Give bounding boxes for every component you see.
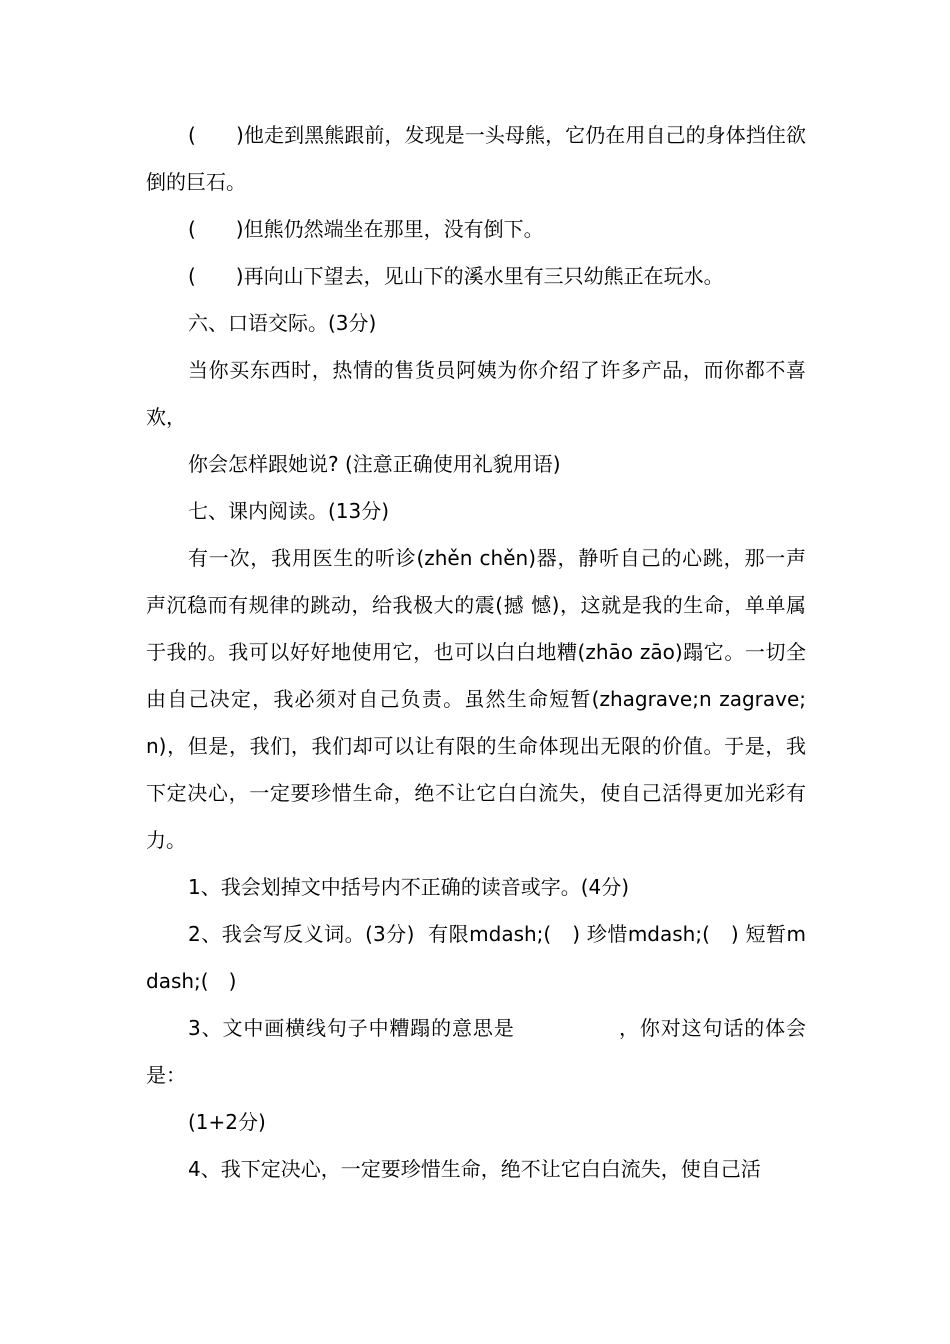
heading-text: 七、课内阅读。(13分) <box>188 499 390 523</box>
paragraph-order-2 <box>146 206 806 253</box>
question-3-score <box>146 1099 806 1146</box>
question-3 <box>146 1005 806 1099</box>
section-heading-oral <box>146 300 806 347</box>
paragraph-text: 有一次，我用医生的听诊(zhěn chěn)器，静听自己的心跳，那一声声沉稳而有规律的跳动，给我极大的震(撼 憾)，这就是我的生命，单单属于我的。我可以好好地使用它，也可以白白地糟(zhāo zāo)蹋它。一切全由自己决定，我必须对自己负责。虽然生命短暂(zhagrave;n zagrave;n)，但是，我们，我们却可以让有限的生命体现出无限的价值。于是，我下定决心，一定要珍惜生命，绝不让它白白流失，使自己活得更加光彩有力。 <box>146 546 806 852</box>
paragraph-order-1 <box>146 112 806 206</box>
paragraph-text: ( )再向山下望去，见山下的溪水里有三只幼熊正在玩水。 <box>188 264 724 288</box>
heading-text: 六、口语交际。(3分) <box>188 311 377 335</box>
section-heading-reading <box>146 488 806 535</box>
question-2 <box>146 911 806 1005</box>
paragraph-oral-question <box>146 441 806 488</box>
paragraph-order-3 <box>146 253 806 300</box>
paragraph-text: 当你买东西时，热情的售货员阿姨为你介绍了许多产品，而你都不喜欢， <box>146 358 806 429</box>
question-text: 3、文中画横线句子中糟蹋的意思是 ，你对这句话的体会是： <box>146 1016 806 1087</box>
paragraph-text: 你会怎样跟她说? (注意正确使用礼貌用语) <box>188 452 561 476</box>
question-1 <box>146 864 806 911</box>
paragraph-text: ( )他走到黑熊跟前，发现是一头母熊，它仍在用自己的身体挡住欲倒的巨石。 <box>146 123 806 194</box>
question-text: 1、我会划掉文中括号内不正确的读音或字。(4分) <box>188 875 630 899</box>
question-text: 4、我下定决心，一定要珍惜生命，绝不让它白白流失，使自己活 <box>188 1157 761 1181</box>
paragraph-text: ( )但熊仍然端坐在那里，没有倒下。 <box>188 217 544 241</box>
document-page <box>146 112 806 1193</box>
question-text: 2、我会写反义词。(3分) 有限mdash;( ) 珍惜mdash;( ) 短暂mdash;( ) <box>146 922 806 993</box>
paragraph-oral-scenario <box>146 347 806 441</box>
question-text: (1+2分) <box>188 1110 266 1134</box>
reading-passage <box>146 535 806 864</box>
question-4 <box>146 1146 806 1193</box>
